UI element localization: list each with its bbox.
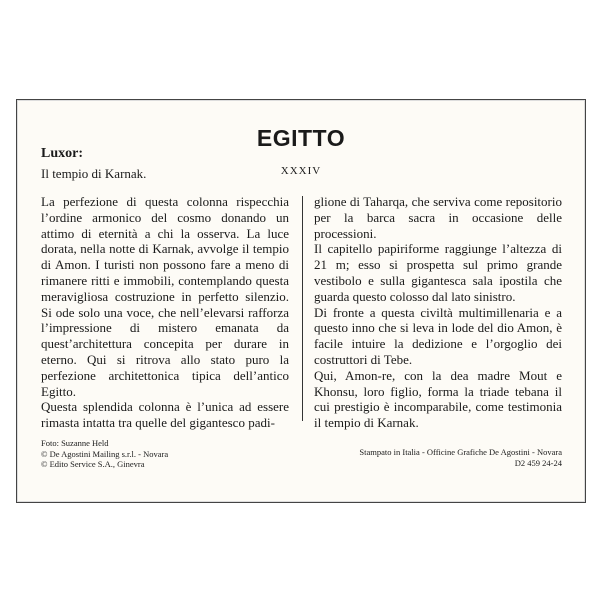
paragraph: glione di Taharqa, che serviva come repositorio per la barca sacra in occasione delle processioni. — [314, 194, 562, 241]
credits — [41, 438, 168, 470]
copyright-line: © De Agostini Mailing s.r.l. - Novara — [41, 448, 169, 459]
paragraph: La perfezione di questa colonna rispecchia l’ordine armonico del cosmo donando un attimo di eternità a chi la osserva. La luce dorata, nella notte di Karnak, avvolge il tempio di Amon. I turisti non possono fare a meno di rimanere ritti e immobili, contemplando questa meravigliosa costruzione in perfetto silenzio. Si ode solo una voce, che nell’elevarsi rafforza l’impressione di mistero emanata da quest’architettura concepita per durare in eterno. Qui si ritrova allo stato puro la perfezione architettonica tipica dell’antico Egitto. — [41, 194, 289, 399]
card-number: XXXIV — [280, 165, 322, 177]
printer-info — [359, 447, 562, 468]
photo-credit: Foto: Suzanne Held — [41, 438, 109, 448]
printer-line: Stampato in Italia - Officine Grafiche De Agostini - Novara — [359, 447, 562, 457]
paragraph: Di fronte a questa civiltà multimillenaria e a questo inno che si leva in lode del dio Amon, è facile intuire la dedizione e l’orgoglio dei costruttori di Tebe. — [314, 304, 562, 367]
product-code: D2 459 24-24 — [514, 457, 562, 468]
card-title: EGITTO — [256, 125, 346, 151]
left-column — [41, 194, 289, 431]
info-card — [16, 99, 586, 503]
copyright-line: © Edito Service S.A., Ginevra — [41, 459, 145, 470]
paragraph: Il capitello papiriforme raggiunge l’altezza di 21 m; esso si prospetta sul primo grande vestibolo e sulla gigantesca sala ipostila che guarda questo colosso dal lato sinistro. — [314, 241, 562, 304]
location-heading: Luxor: — [41, 146, 83, 161]
paragraph: Qui, Amon-re, con la dea madre Mout e Khonsu, loro figlio, forma la triade tebana il cui prestigio è incomparabile, come testimonia il tempio di Karnak. — [314, 367, 562, 431]
subtitle: Il tempio di Karnak. — [41, 166, 147, 181]
right-column — [314, 194, 562, 431]
paragraph: Questa splendida colonna è l’unica ad essere rimasta intatta tra quelle del gigantesco padi- — [41, 399, 289, 431]
column-divider — [302, 196, 303, 421]
